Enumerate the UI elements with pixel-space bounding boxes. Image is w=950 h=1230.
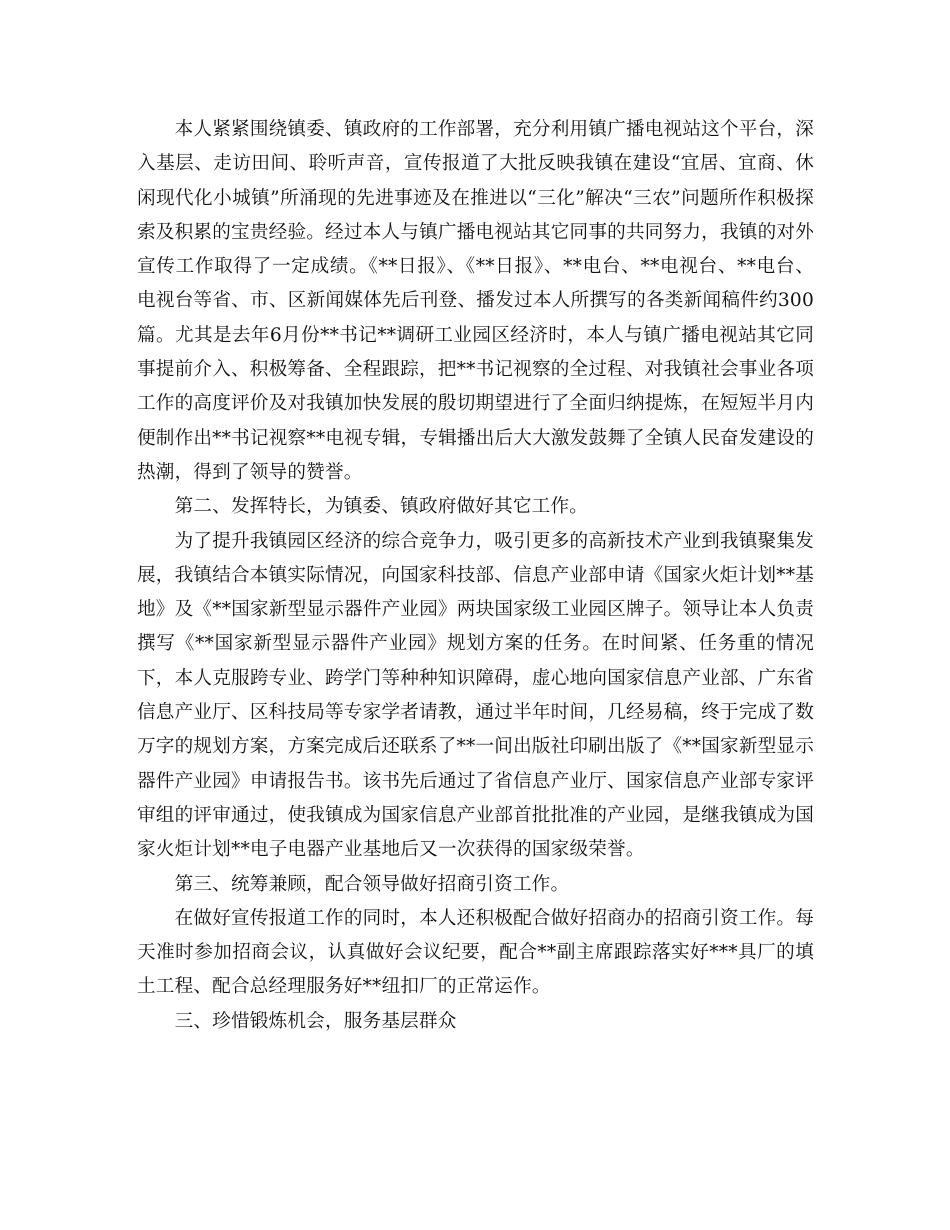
paragraph-publicity-work: 本人紧紧围绕镇委、镇政府的工作部署，充分利用镇广播电视站这个平台，深入基层、走访田间、聆听声音，宣传报道了大批反映我镇在建设“宜居、宜商、休闲现代化小城镇”所涌现的先进事迹及在推进以“三化”解决“三农”问题所作积极探索及积累的宝贵经验。经过本人与镇广播电视站其它同事的共同努力，我镇的对外宣传工作取得了一定成绩。《**日报》、《**日报》、**电台、**电视台、**电台、电视台等省、市、区新闻媒体先后刊登、播发过本人所撰写的各类新闻稿件约300篇。尤其是去年6月份**书记**调研工业园区经济时，本人与镇广播电视站其它同事提前介入、积极筹备、全程跟踪，把**书记视察的全过程、对我镇社会事业各项工作的高度评价及对我镇加快发展的殷切期望进行了全面归纳提炼，在短短半月内便制作出**书记视察**电视专辑，专辑播出后大大激发鼓舞了全镇人民奋发建设的热潮，得到了领导的赞誉。 bbox=[137, 119, 814, 483]
heading-third-point: 第三、统筹兼顾，配合领导做好招商引资工作。 bbox=[174, 873, 570, 895]
heading-second-point: 第二、发挥特长，为镇委、镇政府做好其它工作。 bbox=[174, 496, 589, 518]
paragraph-investment-work: 在做好宣传报道工作的同时，本人还积极配合做好招商办的招商引资工作。每天准时参加招商会议，认真做好会议纪要，配合**副主席跟踪落实好***具厂的填土工程、配合总经理服务好**纽扣厂的正常运作。 bbox=[137, 907, 814, 998]
document-page bbox=[137, 113, 814, 1039]
paragraph-industrial-park: 为了提升我镇园区经济的综合竞争力，吸引更多的高新技术产业到我镇聚集发展，我镇结合本镇实际情况，向国家科技部、信息产业部申请《国家火炬计划**基地》及《**国家新型显示器件产业园》两块国家级工业园区牌子。领导让本人负责撰写《**国家新型显示器件产业园》规划方案的任务。在时间紧、任务重的情况下，本人克服跨专业、跨学门等种种知识障碍，虚心地向国家信息产业部、广东省信息产业厅、区科技局等专家学者请教，通过半年时间，几经易稿，终于完成了数万字的规划方案，方案完成后还联系了**一间出版社印刷出版了《**国家新型显示器件产业园》申请报告书。该书先后通过了省信息产业厅、国家信息产业部专家评审组的评审通过，使我镇成为国家信息产业部首批批准的产业园，是继我镇成为国家火炬计划**电子电器产业基地后又一次获得的国家级荣誉。 bbox=[137, 530, 814, 861]
section-heading-three: 三、珍惜锻炼机会，服务基层群众 bbox=[174, 1010, 457, 1032]
